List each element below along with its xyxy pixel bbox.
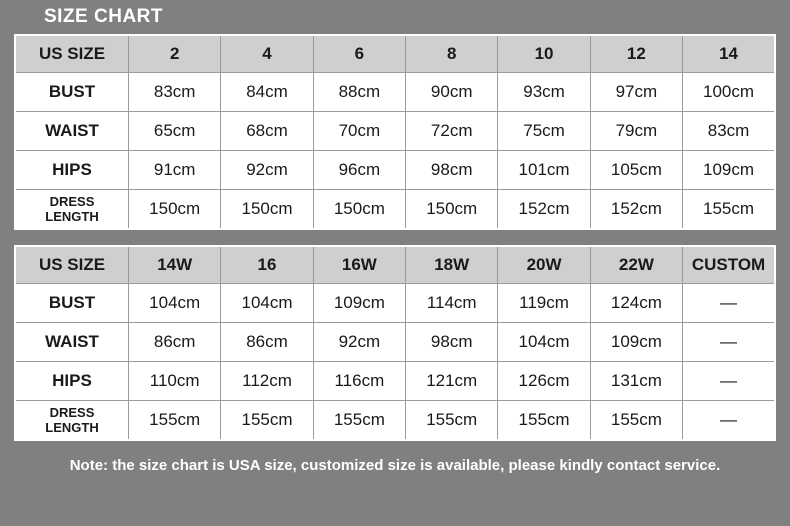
plus-size-table: [14, 245, 776, 441]
cell-bust-14: 100cm: [683, 73, 775, 112]
cell-hips-6: 96cm: [313, 151, 405, 190]
cell-bust-6: 88cm: [313, 73, 405, 112]
cell-dress-length-6: 150cm: [313, 190, 405, 230]
standard-size-table: [14, 34, 776, 230]
cell-waist-18w: 98cm: [406, 323, 498, 362]
cell-dress-length-4: 150cm: [221, 190, 313, 230]
table-divider: [14, 230, 776, 245]
page-title: SIZE CHART: [44, 6, 163, 27]
column-header-size-18w: 18W: [406, 246, 498, 284]
cell-bust-10: 93cm: [498, 73, 590, 112]
column-header-size-2: 2: [129, 35, 221, 73]
cell-waist-8: 72cm: [406, 112, 498, 151]
cell-waist-6: 70cm: [313, 112, 405, 151]
cell-hips-18w: 121cm: [406, 362, 498, 401]
cell-waist-16: 86cm: [221, 323, 313, 362]
cell-waist-4: 68cm: [221, 112, 313, 151]
cell-hips-20w: 126cm: [498, 362, 590, 401]
row-label-dress-length-line2: LENGTH: [45, 209, 99, 224]
cell-hips-12: 105cm: [590, 151, 682, 190]
cell-bust-16: 104cm: [221, 284, 313, 323]
column-header-custom: CUSTOM: [683, 246, 775, 284]
size-chart-note: Note: the size chart is USA size, customized size is available, please kindly contact service.: [69, 457, 721, 474]
column-header-size-4: 4: [221, 35, 313, 73]
column-header-size-6: 6: [313, 35, 405, 73]
column-header-size-12: 12: [590, 35, 682, 73]
cell-dress-length-20w: 155cm: [498, 401, 590, 441]
column-header-size-8: 8: [406, 35, 498, 73]
cell-dress-length-22w: 155cm: [590, 401, 682, 441]
cell-waist-20w: 104cm: [498, 323, 590, 362]
cell-dress-length-8: 150cm: [406, 190, 498, 230]
row-label-dress-length-line1: DRESS: [49, 405, 95, 420]
cell-bust-14w: 104cm: [129, 284, 221, 323]
cell-bust-20w: 119cm: [498, 284, 590, 323]
cell-bust-16w: 109cm: [313, 284, 405, 323]
cell-hips-10: 101cm: [498, 151, 590, 190]
cell-hips-14: 109cm: [683, 151, 775, 190]
row-label-dress-length: [15, 190, 129, 230]
column-header-size-22w: 22W: [590, 246, 682, 284]
cell-hips-16w: 116cm: [313, 362, 405, 401]
cell-dress-length-2: 150cm: [129, 190, 221, 230]
cell-bust-custom: —: [683, 284, 775, 323]
column-header-size-16: 16: [221, 246, 313, 284]
cell-bust-8: 90cm: [406, 73, 498, 112]
cell-bust-2: 83cm: [129, 73, 221, 112]
cell-waist-12: 79cm: [590, 112, 682, 151]
table-row: [15, 151, 775, 190]
cell-waist-16w: 92cm: [313, 323, 405, 362]
cell-hips-2: 91cm: [129, 151, 221, 190]
table-row: [15, 284, 775, 323]
cell-waist-custom: —: [683, 323, 775, 362]
cell-hips-22w: 131cm: [590, 362, 682, 401]
column-header-size-14w: 14W: [129, 246, 221, 284]
table-header-row: [15, 246, 775, 284]
table-row: [15, 362, 775, 401]
cell-hips-16: 112cm: [221, 362, 313, 401]
cell-bust-12: 97cm: [590, 73, 682, 112]
row-label-bust: BUST: [15, 73, 129, 112]
cell-bust-4: 84cm: [221, 73, 313, 112]
column-header-us-size: US SIZE: [15, 246, 129, 284]
row-label-dress-length: [15, 401, 129, 441]
table-row: [15, 323, 775, 362]
cell-waist-14w: 86cm: [129, 323, 221, 362]
cell-dress-length-16w: 155cm: [313, 401, 405, 441]
cell-dress-length-18w: 155cm: [406, 401, 498, 441]
cell-bust-18w: 114cm: [406, 284, 498, 323]
column-header-us-size: US SIZE: [15, 35, 129, 73]
cell-dress-length-14: 155cm: [683, 190, 775, 230]
row-label-waist: WAIST: [15, 112, 129, 151]
row-label-dress-length-line2: LENGTH: [45, 420, 99, 435]
title-bar: [14, 0, 776, 34]
row-label-hips: HIPS: [15, 151, 129, 190]
cell-waist-2: 65cm: [129, 112, 221, 151]
row-label-dress-length-line1: DRESS: [49, 194, 95, 209]
cell-dress-length-12: 152cm: [590, 190, 682, 230]
cell-waist-14: 83cm: [683, 112, 775, 151]
cell-bust-22w: 124cm: [590, 284, 682, 323]
cell-waist-22w: 109cm: [590, 323, 682, 362]
table-row: [15, 401, 775, 441]
table-row: [15, 112, 775, 151]
cell-dress-length-16: 155cm: [221, 401, 313, 441]
row-label-hips: HIPS: [15, 362, 129, 401]
cell-dress-length-14w: 155cm: [129, 401, 221, 441]
table-header-row: [15, 35, 775, 73]
cell-dress-length-10: 152cm: [498, 190, 590, 230]
table-row: [15, 73, 775, 112]
column-header-size-10: 10: [498, 35, 590, 73]
cell-dress-length-custom: —: [683, 401, 775, 441]
cell-hips-14w: 110cm: [129, 362, 221, 401]
column-header-size-16w: 16W: [313, 246, 405, 284]
column-header-size-14: 14: [683, 35, 775, 73]
cell-waist-10: 75cm: [498, 112, 590, 151]
cell-hips-8: 98cm: [406, 151, 498, 190]
table-row: [15, 190, 775, 230]
column-header-size-20w: 20W: [498, 246, 590, 284]
cell-hips-custom: —: [683, 362, 775, 401]
row-label-waist: WAIST: [15, 323, 129, 362]
cell-hips-4: 92cm: [221, 151, 313, 190]
row-label-bust: BUST: [15, 284, 129, 323]
